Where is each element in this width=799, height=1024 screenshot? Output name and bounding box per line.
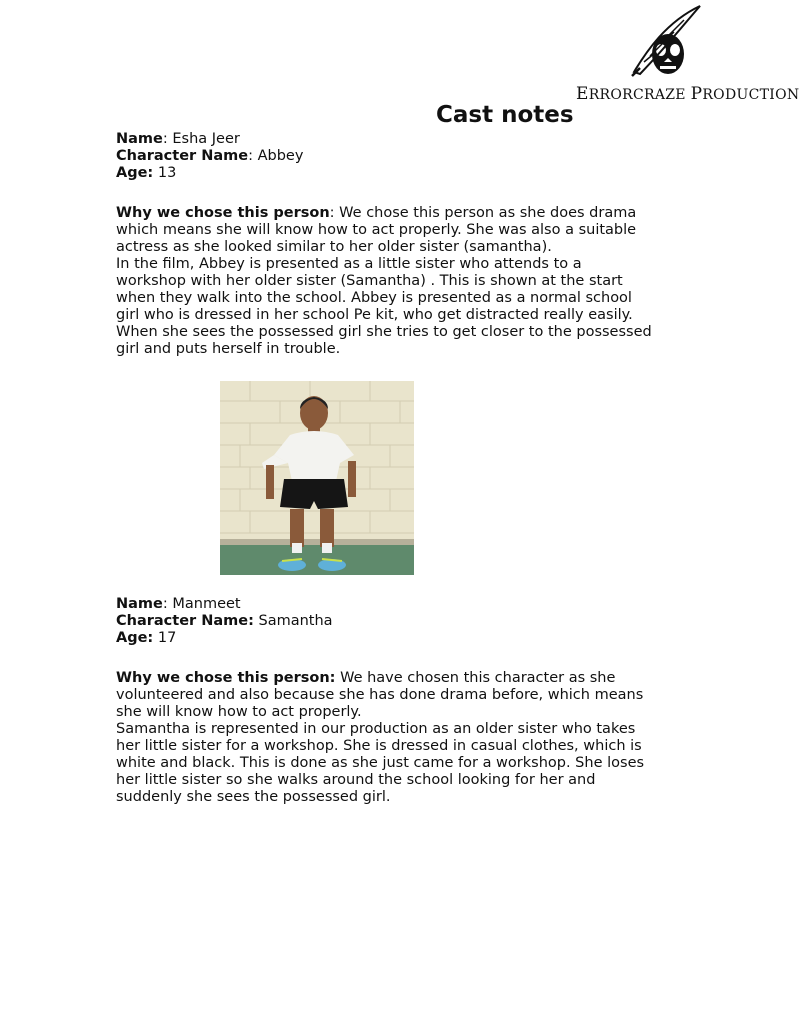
character-line: Character Name: Abbey [116, 148, 304, 164]
actor-name: Esha Jeer [172, 131, 240, 147]
actor-age: 13 [157, 165, 177, 181]
cast-member-2-reasoning [116, 670, 656, 806]
actor-photo [220, 381, 414, 575]
actor-age: 17 [157, 630, 177, 646]
name-line: Name: Esha Jeer [116, 131, 240, 147]
logo-wordmark: ERRORCRAZE PRODUCTION [576, 84, 799, 104]
feather-skull-logo-icon [626, 2, 710, 82]
why-chosen-paragraph: Why we chose this person: We chose this person as she does drama which means she will know how to act properly. She was also a suitable actress as she looked similar to her older sister (samantha). [116, 205, 637, 255]
age-line: Age: 13 [116, 165, 177, 181]
name-line: Name: Manmeet [116, 596, 241, 612]
character-description: Samantha is represented in our production as an older sister who takes her little sister for a workshop. She is dressed in casual clothes, which is white and black. This is done as she just came for a workshop. She loses her little sister so she walks around the school looking for her and suddenly she sees the possessed girl. [116, 721, 645, 805]
why-chosen-paragraph: Why we chose this person: We have chosen this character as she volunteered and also because she has done drama before, which means she will know how to act properly. [116, 670, 644, 720]
character-line: Character Name: Samantha [116, 613, 333, 629]
age-line: Age: 17 [116, 630, 177, 646]
cast-member-1-reasoning [116, 205, 656, 358]
page-title: Cast notes [436, 102, 574, 128]
cast-member-1-details [116, 131, 656, 182]
character-description: In the film, Abbey is presented as a little sister who attends to a workshop with her older sister (Samantha) . This is shown at the start when they walk into the school. Abbey is presented as a normal school girl who is dressed in her school Pe kit, who get distracted really easily. When she sees the possessed girl she tries to get closer to the possessed girl and puts herself in trouble. [116, 256, 652, 357]
production-logo [576, 0, 799, 104]
actor-name: Manmeet [172, 596, 241, 612]
cast-member-2-details [116, 596, 656, 647]
character-name: Abbey [257, 148, 304, 164]
character-name: Samantha [258, 613, 333, 629]
